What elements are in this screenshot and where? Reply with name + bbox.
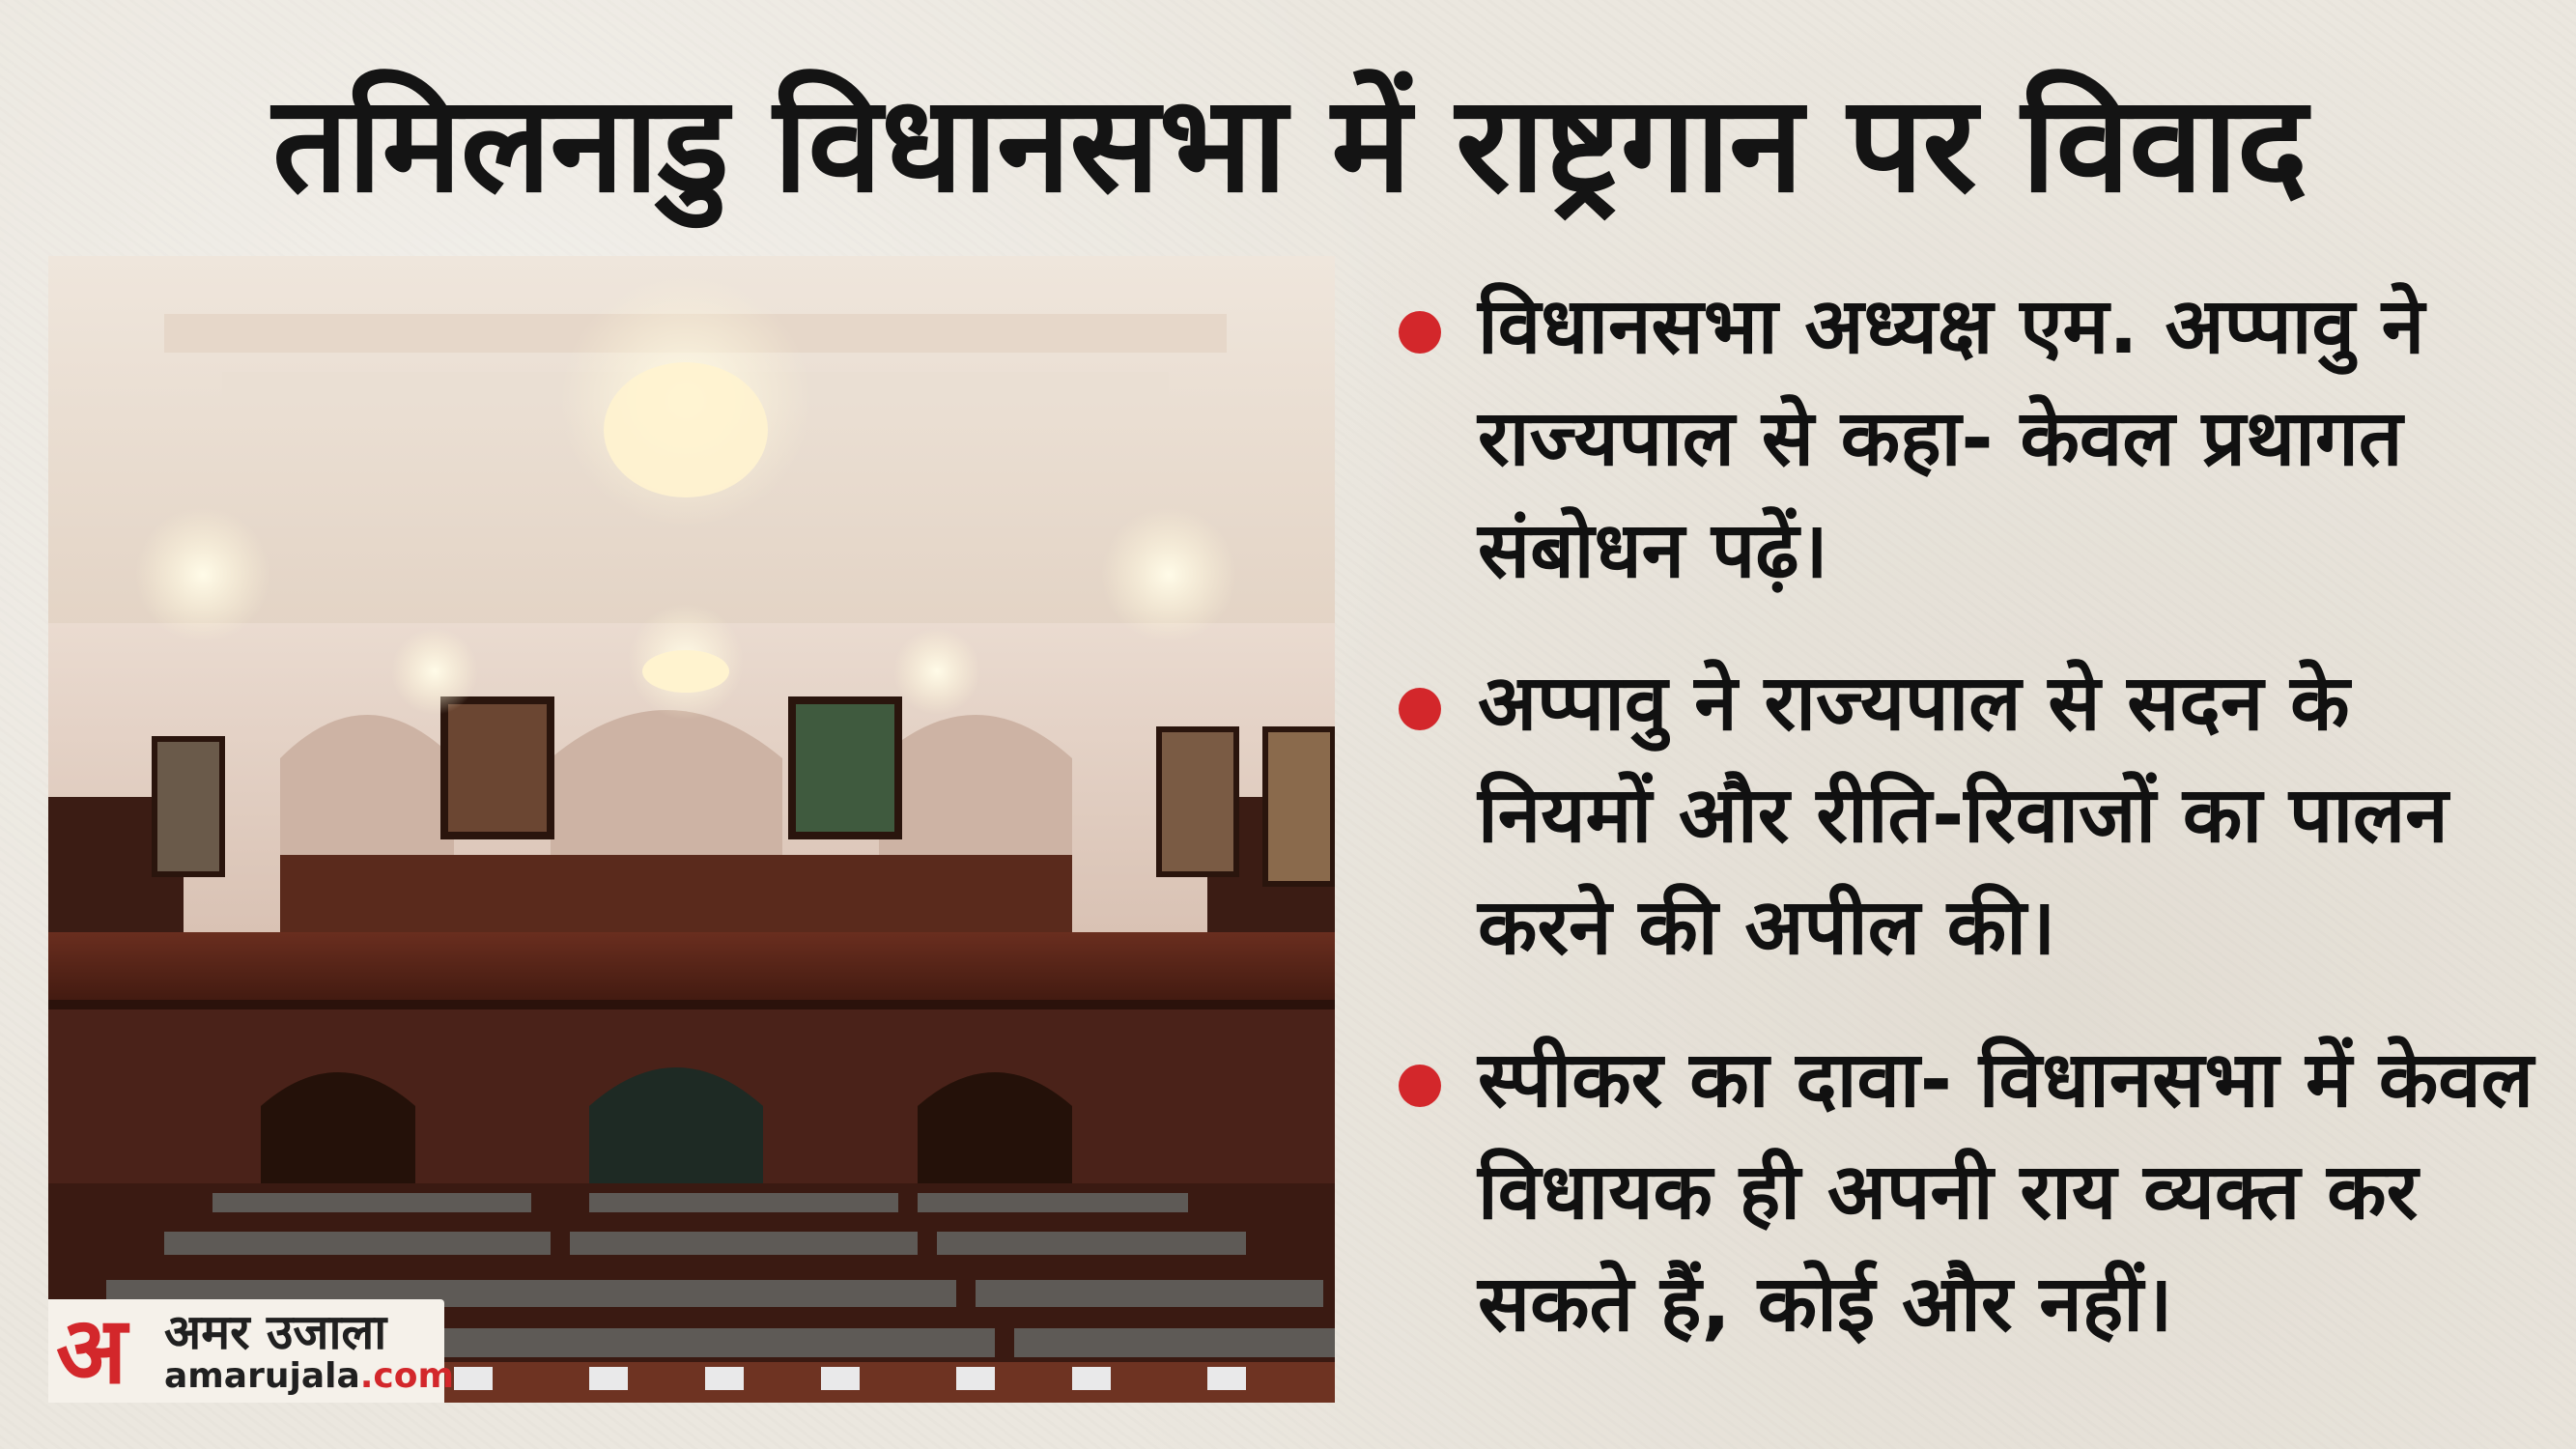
amar-ujala-logo-name: अमर उजाला bbox=[164, 1304, 387, 1360]
bullet-item bbox=[1391, 1024, 2550, 1360]
amar-ujala-logo bbox=[48, 1296, 455, 1405]
bullet-list bbox=[1391, 270, 2550, 1401]
page-title: तमिलनाडु विधानसभा में राष्ट्रगान पर विवाद bbox=[272, 67, 2307, 222]
bullet-item bbox=[1391, 647, 2550, 983]
red-dot-icon bbox=[1399, 1065, 1441, 1107]
assembly-hall-photo bbox=[48, 256, 1335, 1403]
bullet-item bbox=[1391, 270, 2550, 607]
red-dot-icon bbox=[1399, 688, 1441, 730]
bullet-text: विधानसभा अध्यक्ष एम. अप्पावु ने राज्यपाल से कहा- केवल प्रथागत संबोधन पढ़ें। bbox=[1478, 281, 2425, 595]
red-dot-icon bbox=[1399, 311, 1441, 354]
amar-ujala-logo-mark: अ bbox=[56, 1296, 127, 1405]
bullet-text: अप्पावु ने राज्यपाल से सदन के नियमों और रीति-रिवाजों का पालन करने की अपील की। bbox=[1478, 658, 2449, 972]
amar-ujala-logo-domain: amarujala.com bbox=[164, 1356, 455, 1396]
bullet-text: स्पीकर का दावा- विधानसभा में केवल विधायक ही अपनी राय व्यक्त कर सकते हैं, कोई और नहीं। bbox=[1478, 1035, 2534, 1349]
